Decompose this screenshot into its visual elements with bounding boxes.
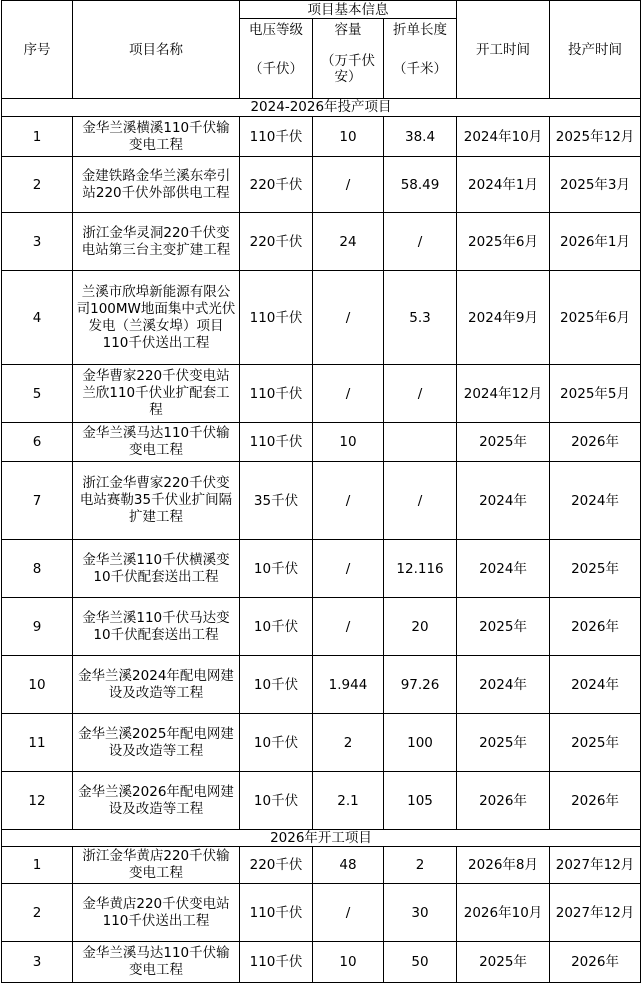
cell-length: 2 — [384, 847, 457, 884]
cell-length: / — [384, 213, 457, 271]
cell-name: 金华兰溪110千伏横溪变10千伏配套送出工程 — [73, 540, 240, 598]
cell-capacity: 10 — [313, 117, 384, 157]
cell-capacity: / — [313, 271, 384, 365]
cell-capacity: 48 — [313, 847, 384, 884]
header-length-unit: （千米） — [384, 41, 457, 99]
header-name: 项目名称 — [73, 1, 240, 99]
cell-voltage: 110千伏 — [240, 884, 313, 942]
cell-no: 9 — [2, 598, 73, 656]
cell-capacity: / — [313, 540, 384, 598]
cell-name: 金华兰溪2026年配电网建设及改造等工程 — [73, 772, 240, 830]
header-capacity: 容量 — [313, 19, 384, 41]
cell-capacity: 24 — [313, 213, 384, 271]
cell-length: 97.26 — [384, 656, 457, 714]
cell-voltage: 35千伏 — [240, 462, 313, 540]
cell-start: 2024年9月 — [457, 271, 550, 365]
cell-length: 20 — [384, 598, 457, 656]
cell-commission: 2025年 — [550, 540, 641, 598]
cell-name: 浙江金华灵洞220千伏变电站第三台主变扩建工程 — [73, 213, 240, 271]
cell-start: 2025年 — [457, 423, 550, 462]
cell-capacity: 2.1 — [313, 772, 384, 830]
cell-capacity: 2 — [313, 714, 384, 772]
cell-commission: 2025年 — [550, 714, 641, 772]
cell-commission: 2025年6月 — [550, 271, 641, 365]
cell-capacity: 1.944 — [313, 656, 384, 714]
cell-commission: 2026年 — [550, 598, 641, 656]
cell-capacity: / — [313, 462, 384, 540]
cell-name: 金华兰溪横溪110千伏输变电工程 — [73, 117, 240, 157]
table-row — [2, 423, 641, 462]
section-title: 2026年开工项目 — [2, 830, 641, 847]
cell-commission: 2024年 — [550, 656, 641, 714]
cell-name: 浙江金华曹家220千伏变电站赛勒35千伏业扩间隔扩建工程 — [73, 462, 240, 540]
cell-length: / — [384, 462, 457, 540]
cell-voltage: 110千伏 — [240, 365, 313, 423]
cell-length: 58.49 — [384, 157, 457, 213]
cell-no: 4 — [2, 271, 73, 365]
cell-name: 金华曹家220千伏变电站兰欣110千伏业扩配套工程 — [73, 365, 240, 423]
cell-voltage: 10千伏 — [240, 772, 313, 830]
cell-no: 3 — [2, 213, 73, 271]
cell-length: 12.116 — [384, 540, 457, 598]
cell-start: 2026年8月 — [457, 847, 550, 884]
table-row — [2, 598, 641, 656]
section-title: 2024-2026年投产项目 — [2, 99, 641, 117]
table-row — [2, 213, 641, 271]
cell-start: 2025年6月 — [457, 213, 550, 271]
cell-no: 7 — [2, 462, 73, 540]
cell-start: 2026年10月 — [457, 884, 550, 942]
cell-name: 金华兰溪2025年配电网建设及改造等工程 — [73, 714, 240, 772]
cell-capacity: / — [313, 598, 384, 656]
header-seq: 序号 — [2, 1, 73, 99]
table-row — [2, 462, 641, 540]
cell-no: 12 — [2, 772, 73, 830]
header-length: 折单长度 — [384, 19, 457, 41]
cell-no: 5 — [2, 365, 73, 423]
cell-no: 6 — [2, 423, 73, 462]
cell-length: 105 — [384, 772, 457, 830]
table-row — [2, 884, 641, 942]
table-row — [2, 847, 641, 884]
section-header — [2, 830, 641, 847]
table-row — [2, 942, 641, 983]
cell-commission: 2025年5月 — [550, 365, 641, 423]
cell-commission: 2024年 — [550, 462, 641, 540]
cell-voltage: 10千伏 — [240, 540, 313, 598]
cell-voltage: 10千伏 — [240, 714, 313, 772]
cell-capacity: / — [313, 365, 384, 423]
cell-voltage: 110千伏 — [240, 942, 313, 983]
cell-start: 2024年 — [457, 656, 550, 714]
cell-start: 2024年 — [457, 540, 550, 598]
table-row — [2, 157, 641, 213]
cell-name: 金华兰溪马达110千伏输变电工程 — [73, 423, 240, 462]
cell-commission: 2026年 — [550, 942, 641, 983]
cell-name: 浙江金华黄店220千伏输变电工程 — [73, 847, 240, 884]
header-voltage-unit: （千伏） — [240, 41, 313, 99]
cell-commission: 2026年1月 — [550, 213, 641, 271]
cell-capacity: / — [313, 157, 384, 213]
cell-length: 100 — [384, 714, 457, 772]
header-row-1 — [2, 1, 641, 19]
cell-voltage: 220千伏 — [240, 157, 313, 213]
cell-start: 2026年 — [457, 772, 550, 830]
cell-voltage: 10千伏 — [240, 598, 313, 656]
header-capacity-unit: （万千伏安） — [313, 41, 384, 99]
cell-length: 50 — [384, 942, 457, 983]
cell-voltage: 110千伏 — [240, 117, 313, 157]
cell-length: 5.3 — [384, 271, 457, 365]
cell-voltage: 110千伏 — [240, 423, 313, 462]
header-commission: 投产时间 — [550, 1, 641, 99]
cell-length: 38.4 — [384, 117, 457, 157]
cell-length — [384, 423, 457, 462]
cell-name: 金华兰溪110千伏马达变10千伏配套送出工程 — [73, 598, 240, 656]
cell-no: 8 — [2, 540, 73, 598]
table-row — [2, 714, 641, 772]
cell-name: 金华兰溪马达110千伏输变电工程 — [73, 942, 240, 983]
cell-length: 30 — [384, 884, 457, 942]
cell-commission: 2026年 — [550, 772, 641, 830]
cell-no: 2 — [2, 157, 73, 213]
cell-start: 2025年 — [457, 942, 550, 983]
cell-commission: 2027年12月 — [550, 847, 641, 884]
cell-start: 2024年 — [457, 462, 550, 540]
table-row — [2, 117, 641, 157]
cell-voltage: 220千伏 — [240, 847, 313, 884]
cell-start: 2024年12月 — [457, 365, 550, 423]
cell-no: 1 — [2, 117, 73, 157]
cell-no: 2 — [2, 884, 73, 942]
cell-name: 金华黄店220千伏变电站110千伏送出工程 — [73, 884, 240, 942]
cell-name: 兰溪市欣埠新能源有限公司100MW地面集中式光伏发电（兰溪女埠）项目110千伏送出工程 — [73, 271, 240, 365]
cell-start: 2024年1月 — [457, 157, 550, 213]
cell-commission: 2025年3月 — [550, 157, 641, 213]
cell-start: 2024年10月 — [457, 117, 550, 157]
project-table — [1, 0, 641, 983]
header-basic-info: 项目基本信息 — [240, 1, 457, 19]
cell-commission: 2025年12月 — [550, 117, 641, 157]
cell-capacity: 10 — [313, 942, 384, 983]
cell-name: 金华兰溪2024年配电网建设及改造等工程 — [73, 656, 240, 714]
cell-commission: 2027年12月 — [550, 884, 641, 942]
header-start: 开工时间 — [457, 1, 550, 99]
cell-no: 11 — [2, 714, 73, 772]
cell-length: / — [384, 365, 457, 423]
cell-voltage: 10千伏 — [240, 656, 313, 714]
cell-capacity: 10 — [313, 423, 384, 462]
header-voltage: 电压等级 — [240, 19, 313, 41]
table-row — [2, 540, 641, 598]
cell-voltage: 110千伏 — [240, 271, 313, 365]
cell-capacity: / — [313, 884, 384, 942]
cell-no: 3 — [2, 942, 73, 983]
table-body — [2, 99, 641, 983]
cell-no: 1 — [2, 847, 73, 884]
cell-no: 10 — [2, 656, 73, 714]
cell-commission: 2026年 — [550, 423, 641, 462]
cell-name: 金建铁路金华兰溪东牵引站220千伏外部供电工程 — [73, 157, 240, 213]
table-row — [2, 772, 641, 830]
table-row — [2, 271, 641, 365]
cell-start: 2025年 — [457, 714, 550, 772]
cell-voltage: 220千伏 — [240, 213, 313, 271]
table-row — [2, 656, 641, 714]
table-row — [2, 365, 641, 423]
cell-start: 2025年 — [457, 598, 550, 656]
section-header — [2, 99, 641, 117]
